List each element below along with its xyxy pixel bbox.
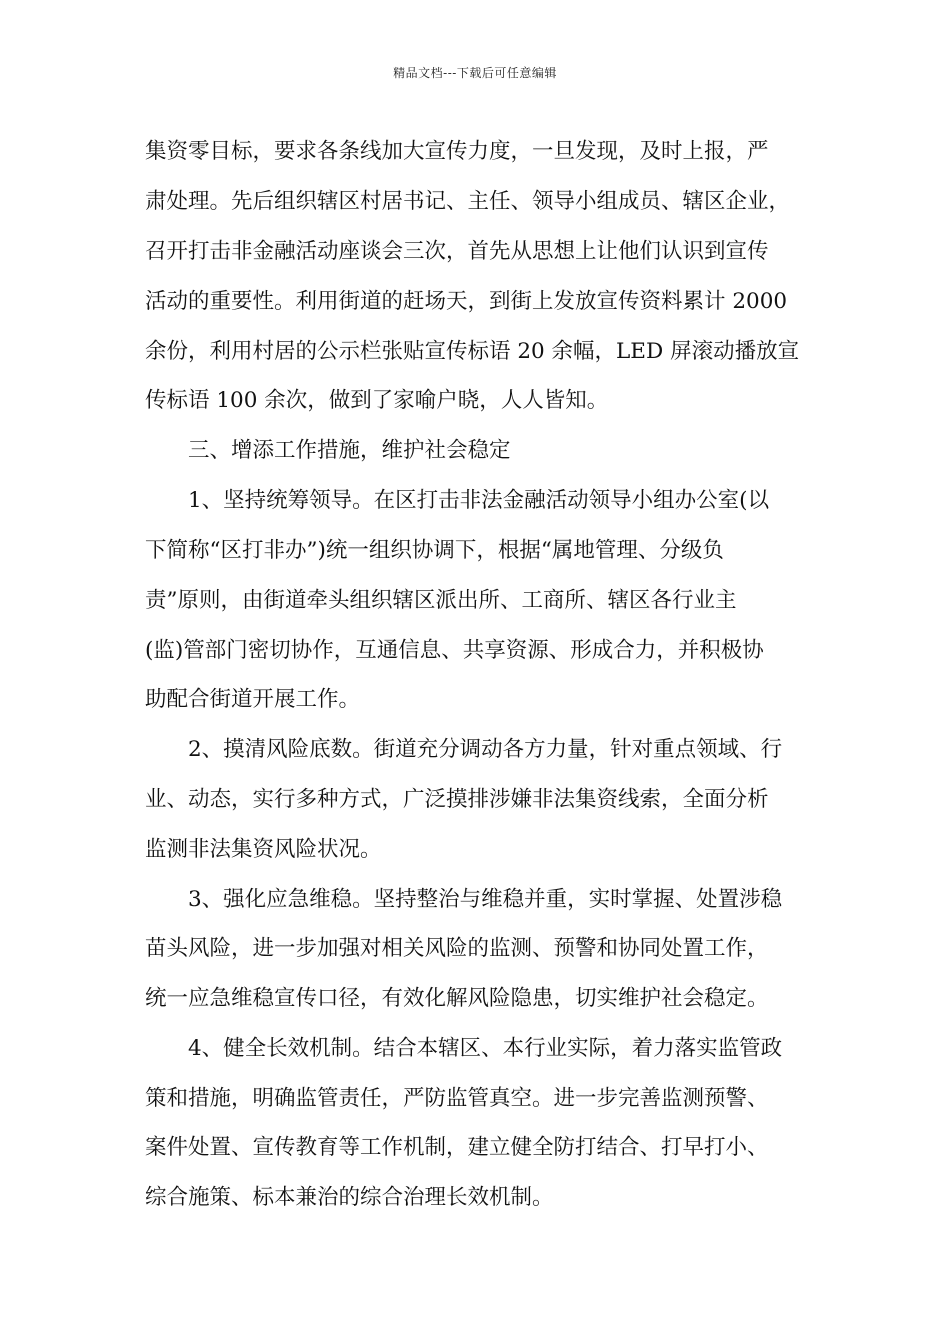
text-line: 策和措施，明确监管责任，严防监管真空。进一步完善监测预警、	[145, 1086, 769, 1111]
text-line: 4、健全长效机制。结合本辖区、本行业实际，着力落实监管政	[188, 1036, 783, 1061]
text-line: 下简称“区打非办”)统一组织协调下，根据“属地管理、分级负	[145, 538, 724, 563]
text-line: 集资零目标，要求各条线加大宣传力度，一旦发现，及时上报，严	[145, 139, 769, 164]
text-line: 案件处置、宣传教育等工作机制，建立健全防打结合、打早打小、	[145, 1135, 769, 1160]
text-line: 召开打击非金融活动座谈会三次，首先从思想上让他们认识到宣传	[145, 239, 769, 264]
text-line: 3、强化应急维稳。坚持整治与维稳并重，实时掌握、处置涉稳	[188, 887, 783, 912]
text-line: 苗头风险，进一步加强对相关风险的监测、预警和协同处置工作，	[145, 936, 769, 961]
text-line: 业、动态，实行多种方式，广泛摸排涉嫌非法集资线索，全面分析	[145, 787, 769, 812]
text-line: 活动的重要性。利用街道的赶场天，到街上发放宣传资料累计 2000	[145, 289, 788, 314]
text-line: 传标语 100 余次，做到了家喻户晓，人人皆知。	[145, 388, 609, 413]
text-line: 1、坚持统筹领导。在区打击非法金融活动领导小组办公室(以	[188, 488, 770, 513]
section-heading: 三、增添工作措施，维护社会稳定	[188, 438, 511, 463]
text-line: 余份，利用村居的公示栏张贴宣传标语 20 余幅，LED 屏滚动播放宣	[145, 339, 800, 364]
text-line: 助配合街道开展工作。	[145, 687, 361, 712]
text-line: 肃处理。先后组织辖区村居书记、主任、领导小组成员、辖区企业，	[145, 189, 791, 214]
page-header: 精品文档---下载后可任意编辑	[393, 66, 557, 80]
text-line: 监测非法集资风险状况。	[145, 837, 382, 862]
text-line: (监)管部门密切协作，互通信息、共享资源、形成合力，并积极协	[145, 638, 764, 663]
text-line: 统一应急维稳宣传口径，有效化解风险隐患，切实维护社会稳定。	[145, 986, 769, 1011]
text-line: 综合施策、标本兼治的综合治理长效机制。	[145, 1185, 554, 1210]
text-line: 责”原则，由街道牵头组织辖区派出所、工商所、辖区各行业主	[145, 588, 737, 613]
text-line: 2、摸清风险底数。街道充分调动各方力量，针对重点领域、行	[188, 737, 783, 762]
